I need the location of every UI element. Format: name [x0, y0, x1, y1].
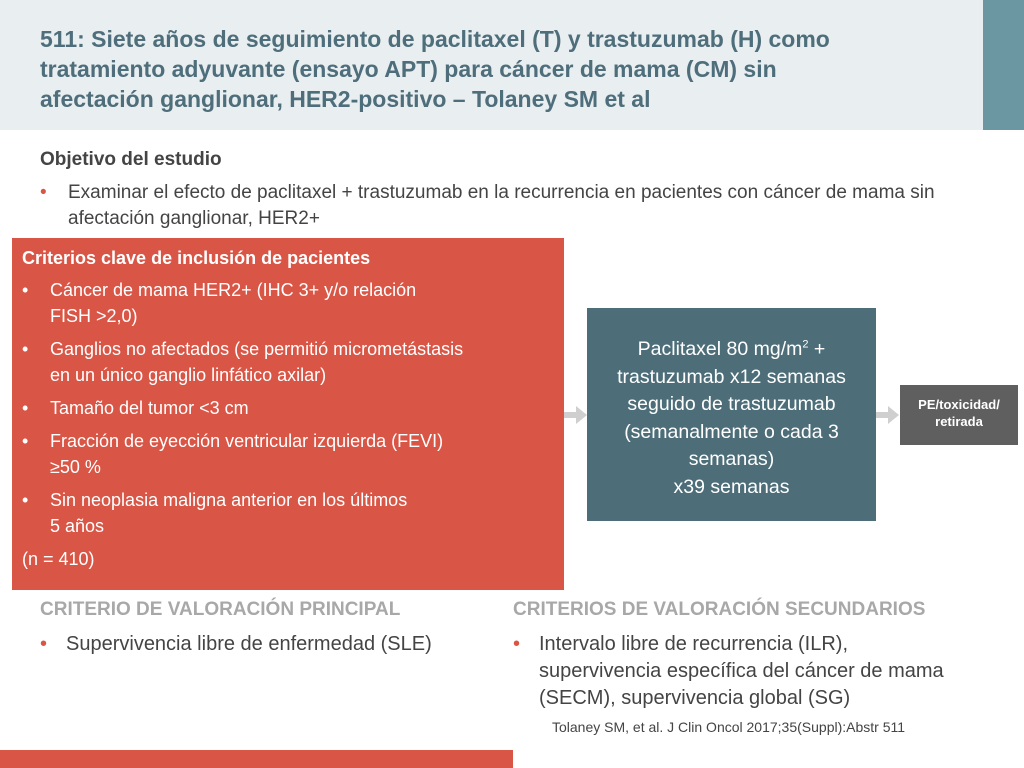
secondary-endpoints-heading: CRITERIOS DE VALORACIÓN SECUNDARIOS: [513, 599, 926, 620]
primary-endpoint-item: [40, 631, 500, 658]
inclusion-item-line: FISH >2,0): [50, 306, 138, 326]
inclusion-item-text: [50, 428, 443, 480]
treatment-plus: +: [808, 338, 826, 360]
objective-list: [40, 180, 990, 232]
inclusion-item: [22, 487, 554, 539]
bullet-icon: •: [22, 490, 29, 510]
footer-accent-bar: [0, 750, 513, 768]
objective-heading: Objetivo del estudio: [40, 149, 222, 170]
title-line: tratamiento adyuvante (ensayo APT) para cáncer de mama (CM) sin: [40, 56, 777, 82]
inclusion-item: [22, 395, 554, 421]
bullet-icon: •: [513, 633, 521, 655]
treatment-line: seguido de trastuzumab: [627, 393, 836, 415]
header-accent-bar: [983, 0, 1024, 130]
secondary-endpoints-list: [513, 631, 1013, 712]
inclusion-item-text: [50, 336, 463, 388]
secondary-endpoint-line: Intervalo libre de recurrencia (ILR),: [539, 633, 849, 655]
secondary-endpoint-item: [513, 631, 1013, 712]
inclusion-heading: Criterios clave de inclusión de pacientes: [22, 248, 371, 268]
treatment-line: semanas): [688, 448, 775, 470]
inclusion-item-line: en un único ganglio linfático axilar): [50, 365, 327, 385]
treatment-box: [587, 308, 876, 521]
inclusion-item-line: ≥50 %: [50, 457, 101, 477]
title-line: 511: Siete años de seguimiento de paclitaxel (T) y trastuzumab (H) como: [40, 26, 830, 52]
inclusion-item-text: [50, 277, 416, 329]
objective-item: [40, 180, 990, 232]
inclusion-item-text: [50, 487, 407, 539]
bullet-icon: •: [22, 339, 29, 359]
outcome-box: [900, 385, 1018, 445]
treatment-dose-sup: 2: [802, 338, 809, 351]
inclusion-item-line: Fracción de eyección ventricular izquierda (FEVI): [50, 431, 444, 451]
inclusion-item: [22, 277, 554, 329]
objective-item-text: Examinar el efecto de paclitaxel + trastuzumab en la recurrencia en pacientes con cáncer de mama sin afectación ganglionar, HER2+: [68, 182, 935, 229]
inclusion-criteria-box: [12, 238, 564, 590]
inclusion-item-line: Ganglios no afectados (se permitió micrometástasis: [50, 339, 464, 359]
bullet-icon: •: [22, 431, 29, 451]
arrow-right-icon: [876, 404, 900, 426]
sample-size: (n = 410): [22, 549, 95, 569]
bullet-icon: •: [22, 280, 29, 300]
primary-endpoint-list: [40, 631, 500, 658]
secondary-endpoint-line: (SECM), supervivencia global (SG): [539, 687, 851, 709]
treatment-line: x39 semanas: [673, 475, 790, 498]
treatment-line: [595, 336, 868, 364]
bullet-icon: •: [22, 398, 29, 418]
bullet-icon: •: [40, 633, 48, 655]
outcome-line: PE/toxicidad/: [918, 397, 1000, 412]
primary-endpoint-heading: CRITERIO DE VALORACIÓN PRINCIPAL: [40, 599, 401, 620]
inclusion-item-line: Cáncer de mama HER2+ (IHC 3+ y/o relación: [50, 280, 417, 300]
inclusion-item-line: Sin neoplasia maligna anterior en los últimos: [50, 490, 408, 510]
primary-endpoint-text: Supervivencia libre de enfermedad (SLE): [66, 633, 432, 655]
inclusion-item-text: Tamaño del tumor <3 cm: [50, 398, 249, 418]
slide-title: [40, 24, 970, 114]
citation: Tolaney SM, et al. J Clin Oncol 2017;35(Suppl):Abstr 511: [552, 719, 906, 735]
inclusion-item: [22, 336, 554, 388]
secondary-endpoint-text: [539, 631, 944, 712]
treatment-line: trastuzumab x12 semanas: [617, 365, 846, 388]
treatment-line: (semanalmente o cada 3: [624, 420, 839, 443]
title-line: afectación ganglionar, HER2-positivo – Tolaney SM et al: [40, 86, 651, 112]
arrow-right-icon: [564, 404, 588, 426]
outcome-line: retirada: [935, 414, 983, 429]
inclusion-item: [22, 428, 554, 480]
secondary-endpoint-line: supervivencia específica del cáncer de mama: [539, 660, 944, 682]
bullet-icon: •: [40, 182, 47, 203]
inclusion-item-line: 5 años: [50, 516, 105, 536]
treatment-dose: Paclitaxel 80 mg/m: [637, 338, 803, 360]
